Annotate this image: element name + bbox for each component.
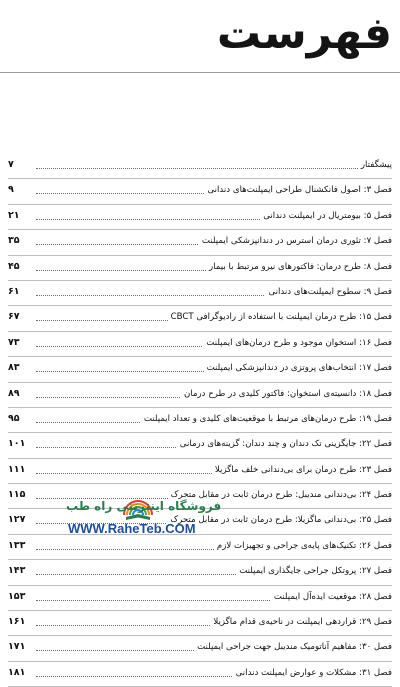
toc-page-number: ۱۳۳ [8, 539, 36, 553]
toc-page-number: ۶۱ [8, 285, 36, 299]
toc-row [0, 332, 400, 357]
toc-entry-label: فصل ۲۵: بی‌دندانی ماگزیلا: طرح درمان ثابت در مقابل متحرک [167, 513, 392, 527]
page-title: فهرست [216, 8, 392, 59]
toc-entry-label: فصل ۱۷: انتخاب‌های پروتزی در دندانپزشکی ایمپلنت [204, 361, 392, 375]
toc-page-number: ۷ [8, 158, 36, 172]
watermark [28, 497, 258, 557]
toc-page-number: ۱۰۱ [8, 437, 36, 451]
toc-page-number: ۱۲۷ [8, 513, 36, 527]
toc-page-number: ۸۹ [8, 387, 36, 401]
toc-entry-label: فصل ۸: طرح درمان: فاکتورهای نیرو مرتبط با بیمار [206, 260, 392, 274]
toc-row [0, 154, 400, 179]
header-divider [0, 72, 400, 73]
toc-page-number: ۱۸۱ [8, 666, 36, 680]
toc-page-number: ۷۳ [8, 336, 36, 350]
toc-row [0, 560, 400, 585]
toc-entry-label: فصل ۱۹: طرح درمان‌های مرتبط با موقعیت‌های کلیدی و تعداد ایمپلنت [141, 412, 392, 426]
watermark-text-persian: فروشگاه اینترنتی راه طب [66, 499, 222, 513]
table-of-contents [0, 154, 400, 687]
toc-entry-label: فصل ۱۸: دانسیته‌ی استخوان: فاکتور کلیدی در طرح درمان [181, 387, 392, 401]
toc-row [0, 179, 400, 204]
toc-page-number: ۸۳ [8, 361, 36, 375]
toc-row [0, 586, 400, 611]
toc-page-number: ۹۵ [8, 412, 36, 426]
toc-entry-label: فصل ۳۰: مفاهیم آناتومیک مندیبل جهت جراحی ایمپلنت [194, 640, 392, 654]
toc-row [0, 433, 400, 458]
toc-page-number: ۹ [8, 183, 36, 197]
toc-entry-label: فصل ۲۴: بی‌دندانی مندیبل: طرح درمان ثابت در مقابل متحرک [168, 488, 392, 502]
toc-page-number: ۲۱ [8, 209, 36, 223]
toc-row [0, 636, 400, 661]
toc-row [0, 662, 400, 687]
toc-row [0, 306, 400, 331]
toc-entry-label: فصل ۹: سطوح ایمپلنت‌های دندانی [265, 285, 392, 299]
toc-page-number: ۱۱۵ [8, 488, 36, 502]
toc-entry-label: فصل ۱۵: طرح درمان ایمپلنت با استفاده از رادیوگرافی CBCT [168, 310, 392, 324]
toc-entry-label: فصل ۲۲: جایگزینی تک دندان و چند دندان: گزینه‌های درمانی [177, 437, 392, 451]
toc-row [0, 611, 400, 636]
toc-page-number: ۱۱۱ [8, 463, 36, 477]
toc-row [0, 256, 400, 281]
toc-entry-label: فصل ۲۳: طرح درمان برای بی‌دندانی خلف ماگزیلا [212, 463, 392, 477]
toc-row [0, 281, 400, 306]
toc-page-number: ۱۷۱ [8, 640, 36, 654]
toc-entry-label: فصل ۵: بیومتریال در ایمپلنت دندانی [260, 209, 392, 223]
watermark-text-url: WWW.RaheTeb.COM [68, 521, 196, 536]
toc-entry-label: پیشگفتار [358, 158, 392, 172]
dot-leader [36, 168, 390, 169]
toc-entry-label: فصل ۳۱: مشکلات و عوارض ایمپلنت دندانی [233, 666, 392, 680]
toc-entry-label: فصل ۱۶: استخوان موجود و طرح درمان‌های ایمپلنت [203, 336, 392, 350]
toc-page-number: ۶۷ [8, 310, 36, 324]
toc-row [0, 383, 400, 408]
toc-row [0, 459, 400, 484]
toc-entry-label: فصل ۲۸: موقعیت ایده‌آل ایمپلنت [271, 590, 392, 604]
toc-row [0, 230, 400, 255]
toc-entry-label: فصل ۳: اصول فانکشنال طراحی ایمپلنت‌های دندانی [204, 183, 392, 197]
toc-entry-label: فصل ۲۶: تکنیک‌های پایه‌ی جراحی و تجهیزات لازم [214, 539, 392, 553]
page-header [0, 0, 400, 90]
toc-row [0, 408, 400, 433]
toc-page-number: ۱۶۱ [8, 615, 36, 629]
toc-entry-label: فصل ۷: تئوری درمان استرس در دندانپزشکی ایمپلنت [199, 234, 392, 248]
toc-page-number: ۱۴۳ [8, 564, 36, 578]
toc-row [0, 357, 400, 382]
toc-entry-label: فصل ۲۷: پروتکل جراحی جایگذاری ایمپلنت [236, 564, 392, 578]
toc-page-number: ۱۵۳ [8, 590, 36, 604]
toc-page-number: ۳۵ [8, 234, 36, 248]
toc-entry-label: فصل ۲۹: قراردهی ایمپلنت در ناحیه‌ی قدام ماگزیلا [210, 615, 392, 629]
toc-page-number: ۴۵ [8, 260, 36, 274]
toc-row [0, 205, 400, 230]
